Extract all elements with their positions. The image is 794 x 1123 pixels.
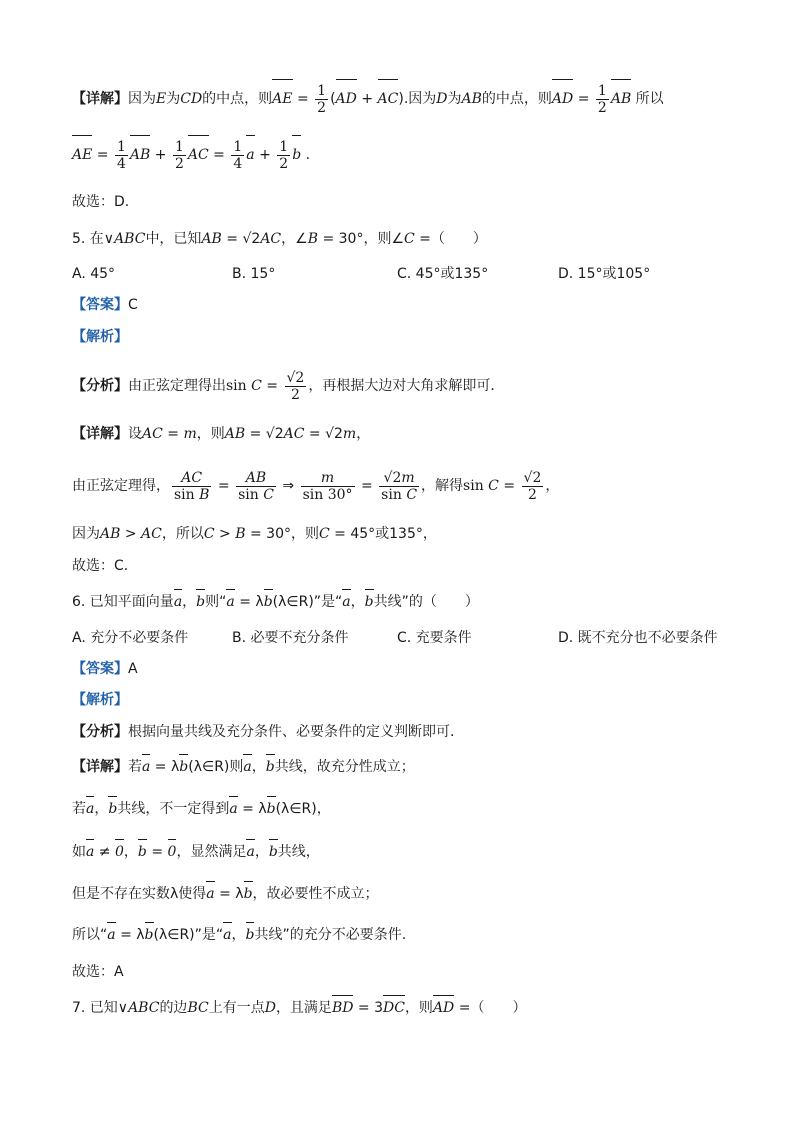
- q6-fenxi: 【分析】根据向量共线及充分条件、必要条件的定义判断即可.: [72, 724, 455, 740]
- q6-xiangjie-3: 如a ≠ 0，b = 0，显然满足a，b共线，: [72, 844, 320, 860]
- q6-options: [72, 628, 732, 648]
- q4-detail-line-2: AE = $\frac{1}{4}$ AB + $\frac{1}{2}$ AC = $\frac{1}{4}$ a + $\frac{1}{2}$ b .: [72, 138, 311, 172]
- q6-answer-value: A: [128, 661, 138, 677]
- q6-xiangjie-1: 【详解】若a = λb(λ∈R)则a，b共线，故充分性成立；: [72, 759, 415, 775]
- q5-conclusion: 故选：C．: [72, 558, 138, 574]
- q5-option-a[interactable]: A. 45°: [72, 266, 116, 282]
- q5-options: [72, 264, 732, 284]
- q6-answer-tag: 【答案】: [72, 661, 128, 677]
- q5-answer: [72, 295, 138, 315]
- q6-option-a[interactable]: A. 充分不必要条件: [72, 630, 189, 646]
- q6-analysis-tag: 【解析】: [72, 692, 128, 708]
- q6-answer: [72, 659, 138, 679]
- q6-stem: 6. 已知平面向量a，b则“a = λb(λ∈R)”是“a，b共线”的（ ）: [72, 594, 479, 610]
- q5-option-b[interactable]: B. 15°: [232, 266, 276, 282]
- q5-option-c[interactable]: C. 45°或135°: [397, 266, 489, 282]
- q5-stem: 5. 在∨ABC中，已知AB = √2AC，∠B = 30°，则∠C =（ ）: [72, 231, 487, 247]
- q5-answer-tag: 【答案】: [72, 297, 128, 313]
- q5-xiangjie-3: 因为AB > AC，所以C > B = 30°，则C = 45°或135°，: [72, 526, 437, 542]
- q6-xiangjie-5: 所以“a = λb(λ∈R)”是“a，b共线”的充分不必要条件.: [72, 927, 407, 943]
- q5-xiangjie-2: 由正弦定理得， $\frac{AC}{\text{sin B}}$ = $\frac{AB}{\text{sin C}}$ ⇒ $\frac{m}{\sin 30^\circ}$ = $\frac{√2m}{\text{sin C}}$ ，解得sin C = $\frac{√2}{2}$ ，: [72, 469, 560, 503]
- q6-option-d[interactable]: D. 既不充分也不必要条件: [558, 630, 718, 646]
- q7-stem: 7. 已知∨ABC的边BC上有一点D，且满足BD = 3DC，则AD =（ ）: [72, 1000, 527, 1016]
- q6-option-b[interactable]: B. 必要不充分条件: [232, 630, 349, 646]
- q5-fenxi: 【分析】由正弦定理得出sin C = $\frac{√2}{2}$ ，再根据大边对大角求解即可．: [72, 369, 505, 403]
- q6-xiangjie-4: 但是不存在实数λ使得a = λb，故必要性不成立；: [72, 886, 379, 902]
- q5-answer-value: C: [128, 297, 138, 313]
- q5-option-d[interactable]: D. 15°或105°: [558, 266, 651, 282]
- q4-detail-line-1: [72, 82, 664, 116]
- q4-conclusion: 故选：D.: [72, 194, 130, 210]
- q4-detail-tag: 【详解】: [72, 91, 128, 107]
- q5-analysis-tag: 【解析】: [72, 329, 128, 345]
- q6-xiangjie-2: 若a，b共线，不一定得到a = λb(λ∈R)，: [72, 801, 331, 817]
- q6-option-c[interactable]: C. 充要条件: [397, 630, 472, 646]
- q4-detail-text-1: 因为E为CD的中点，则AE = $\frac{1}{2}$ (AD + AC).因为D为AB的中点，则AD = $\frac{1}{2}$ AB 所以: [128, 82, 664, 116]
- q5-xiangjie-1: 【详解】设AC = m，则AB = √2AC = √2m，: [72, 426, 371, 442]
- q6-conclusion: 故选：A: [72, 964, 124, 980]
